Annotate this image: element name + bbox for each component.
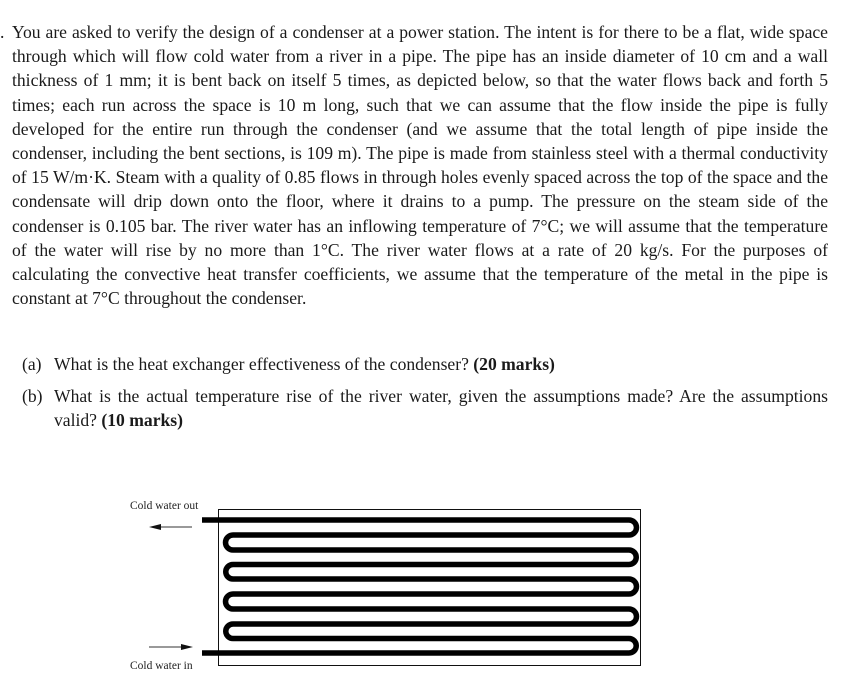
part-question: What is the heat exchanger effectiveness of the condenser? (54, 354, 469, 374)
part-label: (b) (22, 386, 43, 407)
inlet-label: Cold water in (130, 660, 193, 672)
serpentine-pipe (202, 520, 637, 653)
part-marks: (10 marks) (101, 410, 184, 431)
question-part-b (22, 384, 828, 432)
part-marks: (20 marks) (473, 354, 555, 374)
outlet-label: Cold water out (130, 500, 199, 512)
question-parts (22, 352, 828, 441)
problem-statement (0, 20, 828, 310)
outlet-arrow-icon (149, 524, 192, 530)
question-part-a (22, 352, 828, 376)
problem-text: You are asked to verify the design of a condenser at a power station. The intent is for there to be a flat, wide space through which will flow cold water from a river in a pipe. The pipe has an inside diameter of 10 cm and a wall thickness of 1 mm; it is bent back on itself 5 times, as depicted below, so that the water flows back and forth 5 times; each run across the space is 10 m long, such that we can assume that the flow inside the pipe is fully developed for the entire run through the condenser (and we assume that the total length of pipe inside the condenser, including the bent sections, is 109 m). The pipe is made from stainless steel with a thermal conductivity of 15 W/m·K. Steam with a quality of 0.85 flows in through holes evenly spaced across the top of the space and the condensate will drip down onto the floor, where it drains to a pump. The pressure on the steam side of the condenser is 0.105 bar. The river water has an inflowing temperature of 7°C; we will assume that the temperature of the water will rise by no more than 1°C. The river water flows at a rate of 20 kg/s. For the purposes of calculating the convective heat transfer coefficients, we assume that the temperature of the metal in the pipe is constant at 7°C throughout the condenser. (12, 22, 828, 309)
enum-marker: . (0, 22, 5, 42)
part-question: What is the actual temperature rise of the river water, given the assumptions made? Are the assumptions valid? (54, 386, 828, 431)
condenser-enclosure (219, 510, 641, 666)
inlet-arrow-icon (149, 644, 193, 650)
part-label: (a) (22, 354, 42, 374)
